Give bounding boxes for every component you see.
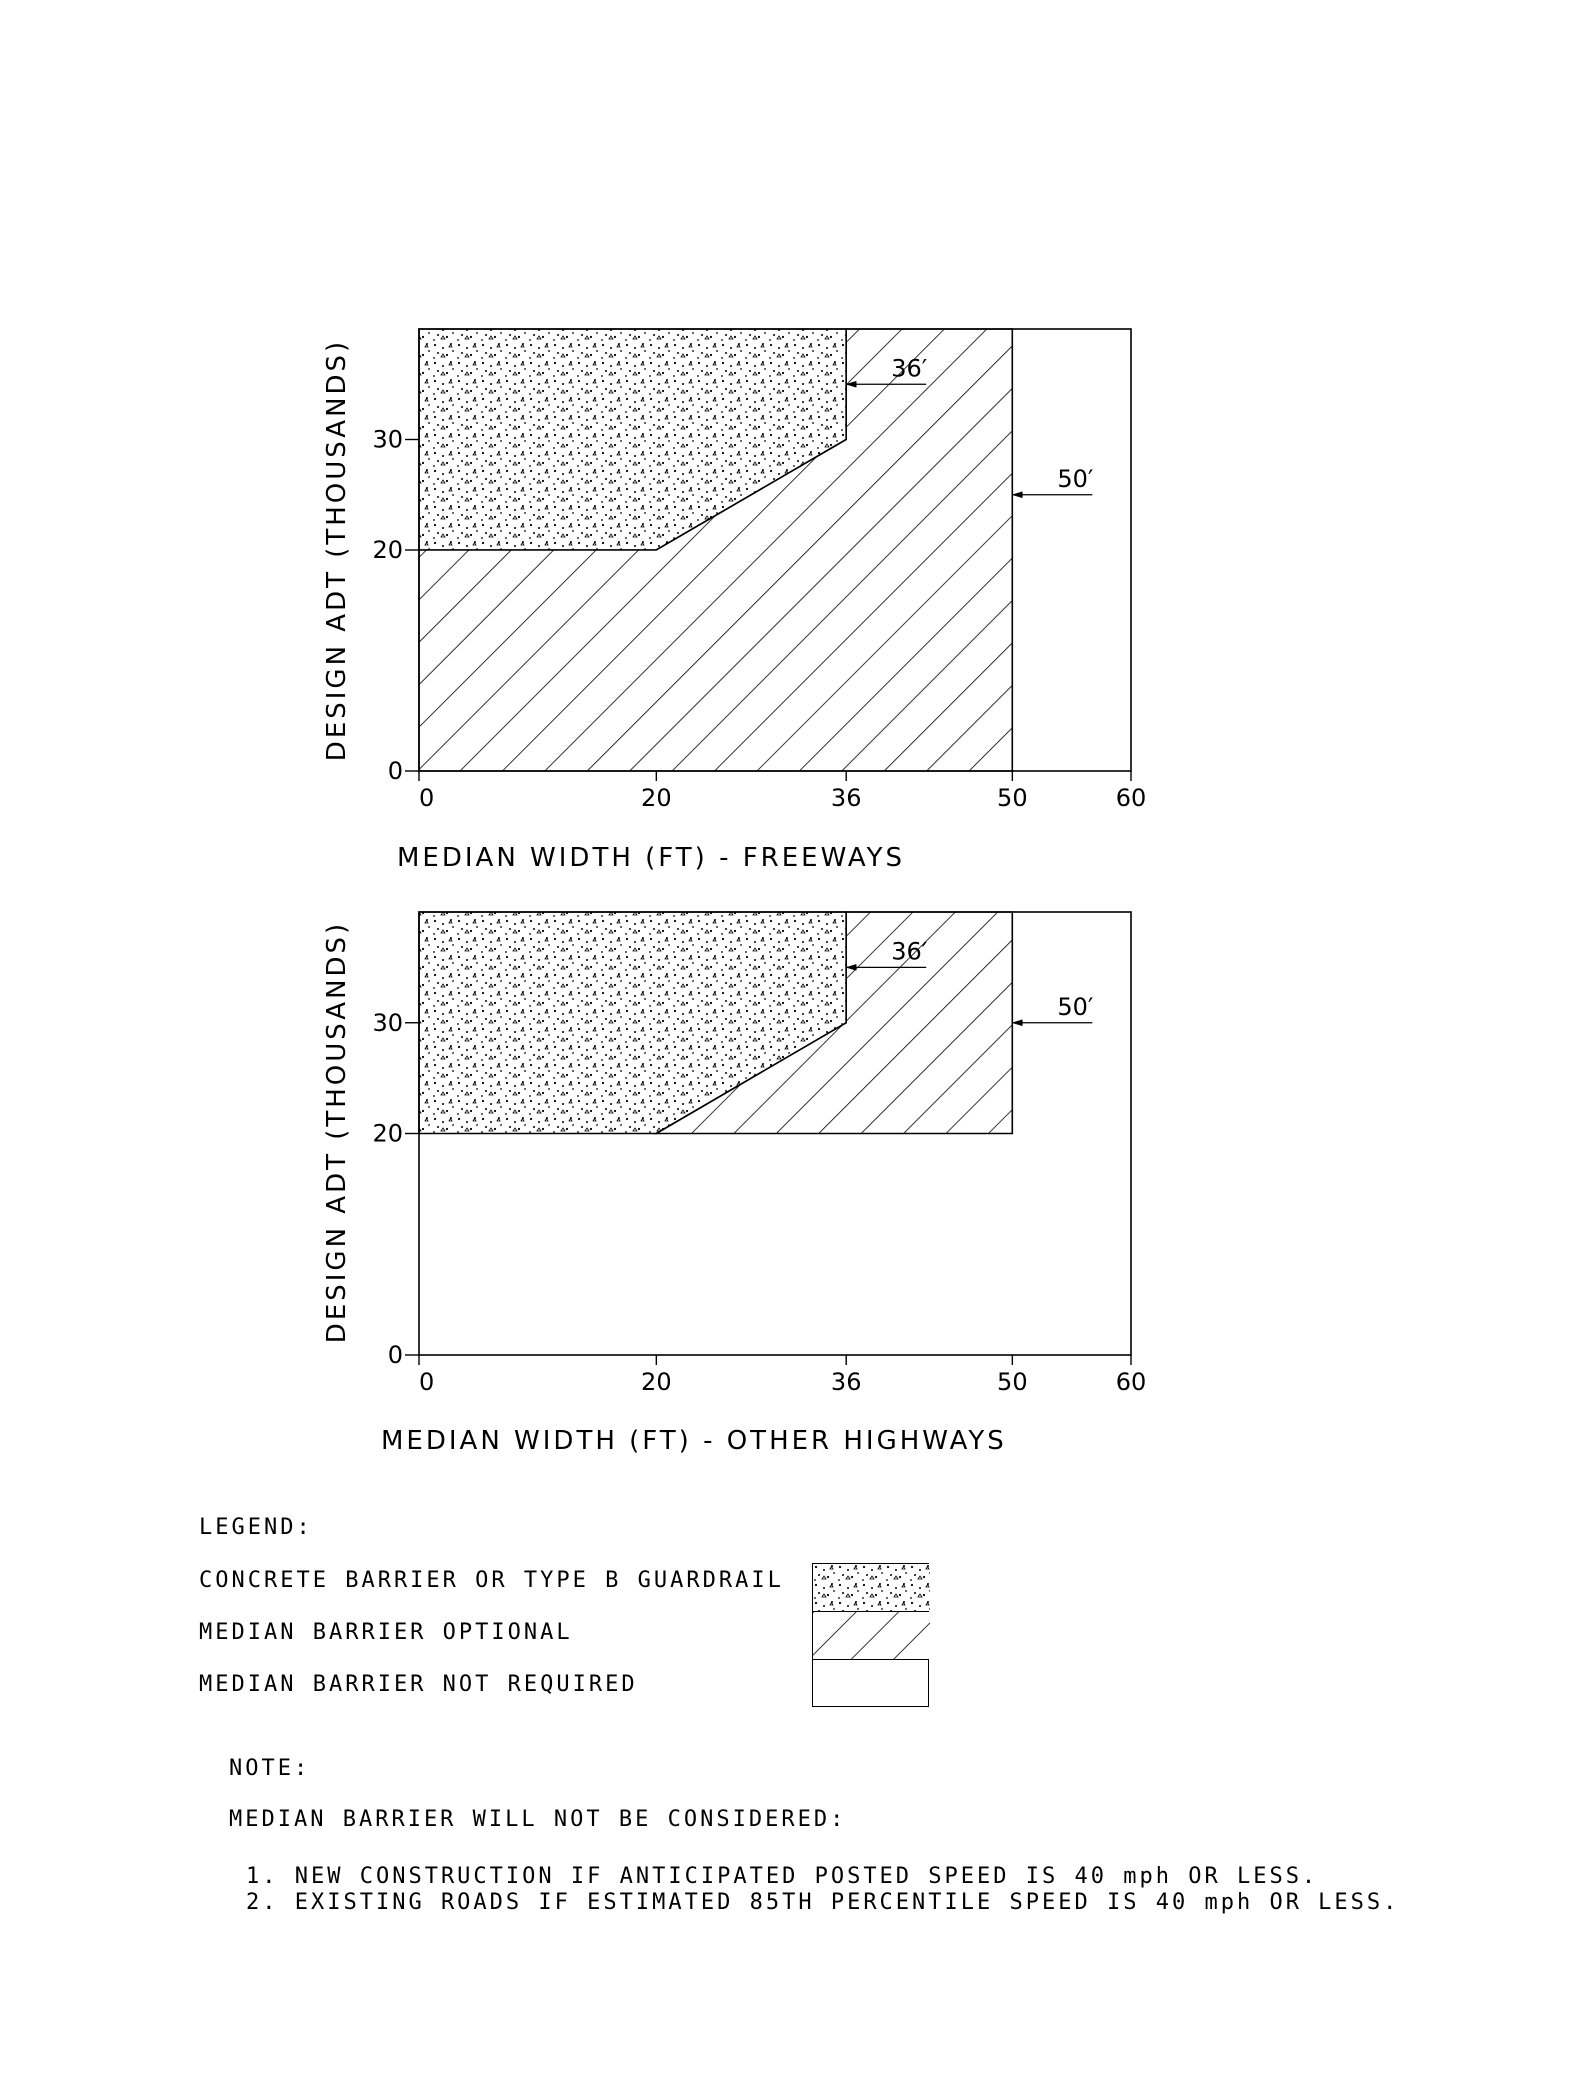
annotation-label: 50′ [1057,464,1094,493]
note-title: NOTE: [229,1756,311,1781]
legend-label-concrete: CONCRETE BARRIER OR TYPE B GUARDRAIL [199,1568,784,1593]
annotation-label: 36′ [891,354,928,383]
annotation-label: 50′ [1057,992,1094,1021]
y-axis-label: DESIGN ADT (THOUSANDS) [322,920,352,1344]
note-item-2: 2. EXISTING ROADS IF ESTIMATED 85TH PERCENTILE SPEED IS 40 mph OR LESS. [246,1890,1400,1915]
x-tick-label: 50 [997,1368,1028,1396]
x-tick-label: 20 [641,1368,672,1396]
x-tick-label: 60 [1115,1368,1147,1396]
y-tick-label: 30 [372,1008,403,1037]
x-tick-label: 0 [419,1368,435,1396]
chart-2 [322,912,1146,1456]
x-axis-label: MEDIAN WIDTH (FT) - FREEWAYS [397,843,906,873]
chart-1 [322,329,1146,873]
annotation-arrowhead [1012,492,1022,498]
legend-label-optional: MEDIAN BARRIER OPTIONAL [199,1620,573,1645]
legend-swatch-stipple [812,1563,929,1611]
y-axis-label: DESIGN ADT (THOUSANDS) [322,338,352,762]
x-tick-label: 36 [830,784,862,812]
x-axis-label: MEDIAN WIDTH (FT) - OTHER HIGHWAYS [381,1426,1007,1456]
y-tick-label: 20 [372,536,403,564]
legend-swatch-blank [812,1659,929,1707]
y-tick-label: 30 [372,425,403,454]
legend-swatch-hatch [812,1611,929,1659]
x-tick-label: 50 [997,784,1028,812]
x-tick-label: 20 [641,784,672,812]
y-tick-label: 0 [387,757,403,785]
x-tick-label: 0 [419,784,435,812]
annotation-label: 36′ [891,937,928,966]
annotation-arrowhead [1012,1020,1022,1026]
y-tick-label: 0 [387,1341,403,1369]
note-heading: MEDIAN BARRIER WILL NOT BE CONSIDERED: [229,1807,847,1832]
note-item-1: 1. NEW CONSTRUCTION IF ANTICIPATED POSTED SPEED IS 40 mph OR LESS. [246,1864,1319,1889]
y-tick-label: 20 [372,1119,403,1148]
x-tick-label: 60 [1115,784,1147,812]
x-tick-label: 36 [830,1368,862,1396]
legend-label-not-required: MEDIAN BARRIER NOT REQUIRED [199,1672,638,1697]
legend-title: LEGEND: [199,1515,313,1540]
